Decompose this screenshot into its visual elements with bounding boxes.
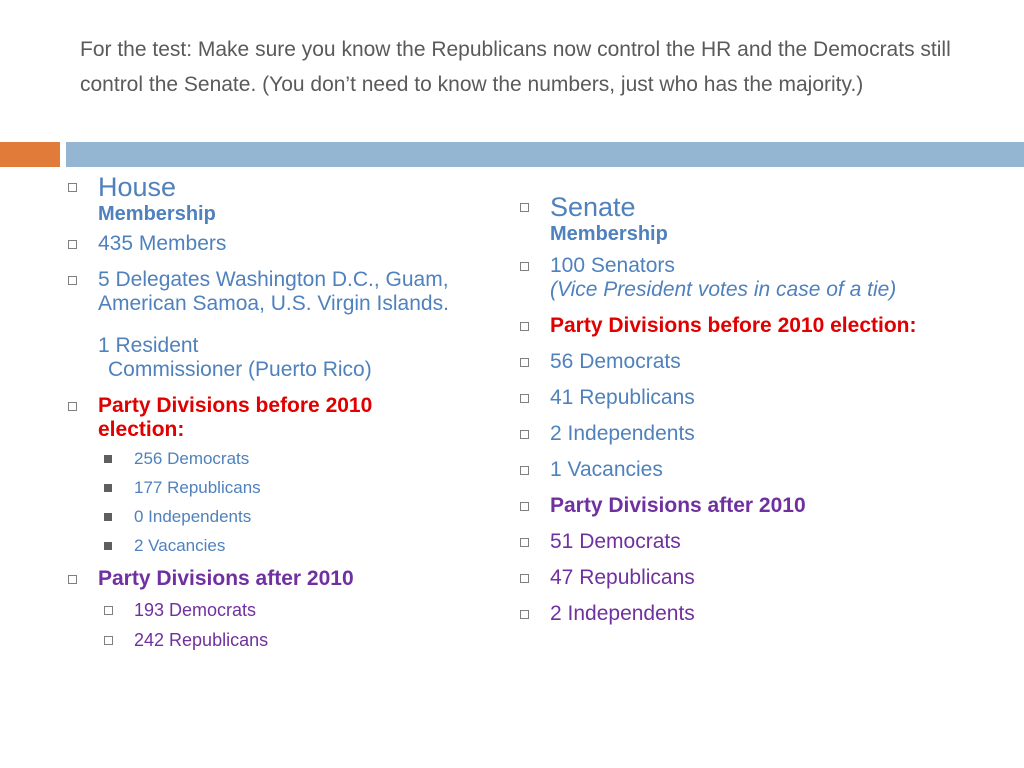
checkbox-bullet-icon	[520, 394, 529, 403]
house-column	[62, 172, 462, 659]
checkbox-bullet-icon	[520, 322, 529, 331]
house-heading-item	[62, 172, 462, 226]
house-heading: House	[98, 172, 177, 202]
checkbox-bullet-icon	[68, 276, 77, 285]
checkbox-bullet-icon	[520, 574, 529, 583]
list-item: 51 Democrats	[514, 530, 934, 554]
house-resident-line2: Commissioner (Puerto Rico)	[108, 358, 372, 381]
senate-membership-label: Membership	[550, 223, 668, 245]
senate-senators-item	[514, 254, 934, 302]
list-item: 2 Independents	[514, 602, 934, 626]
checkbox-bullet-icon	[520, 610, 529, 619]
square-bullet-icon	[104, 513, 112, 521]
checkbox-bullet-icon	[68, 402, 77, 411]
list-item: 2 Vacancies	[62, 535, 462, 557]
house-before-heading: Party Divisions before 2010 election:	[98, 394, 373, 441]
checkbox-bullet-icon	[104, 636, 113, 645]
list-item: 177 Republicans	[62, 477, 462, 499]
senate-column	[514, 192, 934, 638]
house-members: 435 Members	[98, 232, 227, 255]
house-delegates: 5 Delegates Washington D.C., Guam, American Samoa, U.S. Virgin Islands.	[98, 268, 449, 315]
checkbox-bullet-icon	[68, 575, 77, 584]
list-item: 242 Republicans	[62, 629, 462, 651]
list-item: 47 Republicans	[514, 566, 934, 590]
house-after-item	[62, 567, 462, 591]
house-after-heading: Party Divisions after 2010	[98, 567, 354, 590]
house-members-item	[62, 232, 462, 256]
checkbox-bullet-icon	[520, 502, 529, 511]
senate-after-heading: Party Divisions after 2010	[550, 494, 806, 517]
square-bullet-icon	[104, 455, 112, 463]
checkbox-bullet-icon	[520, 538, 529, 547]
list-item: 2 Independents	[514, 422, 934, 446]
accent-bar-blue	[66, 142, 1024, 167]
square-bullet-icon	[104, 484, 112, 492]
checkbox-bullet-icon	[68, 183, 77, 192]
square-bullet-icon	[104, 542, 112, 550]
checkbox-bullet-icon	[520, 262, 529, 271]
senate-before-item	[514, 314, 934, 338]
senate-heading: Senate	[550, 192, 636, 222]
list-item: 256 Democrats	[62, 448, 462, 470]
checkbox-bullet-icon	[520, 430, 529, 439]
checkbox-bullet-icon	[68, 240, 77, 249]
senate-after-item	[514, 494, 934, 518]
slide-title: For the test: Make sure you know the Republicans now control the HR and the Democrats still control the Senate. (You don’t need to know the numbers, just who has the majority.)	[80, 38, 951, 96]
house-resident-line1: 1 Resident	[98, 334, 199, 357]
checkbox-bullet-icon	[520, 466, 529, 475]
list-item: 56 Democrats	[514, 350, 934, 374]
senate-heading-item	[514, 192, 934, 246]
checkbox-bullet-icon	[520, 358, 529, 367]
list-item: 41 Republicans	[514, 386, 934, 410]
senate-senators: 100 Senators	[550, 254, 675, 277]
house-before-item	[62, 394, 462, 442]
house-membership-label: Membership	[98, 203, 216, 225]
senate-before-heading: Party Divisions before 2010 election:	[550, 314, 917, 337]
senate-vp-note: (Vice President votes in case of a tie)	[550, 278, 897, 301]
list-item: 1 Vacancies	[514, 458, 934, 482]
house-delegates-item	[62, 268, 462, 382]
list-item: 193 Democrats	[62, 599, 462, 621]
checkbox-bullet-icon	[520, 203, 529, 212]
accent-bar-orange	[0, 142, 60, 167]
list-item: 0 Independents	[62, 506, 462, 528]
checkbox-bullet-icon	[104, 606, 113, 615]
